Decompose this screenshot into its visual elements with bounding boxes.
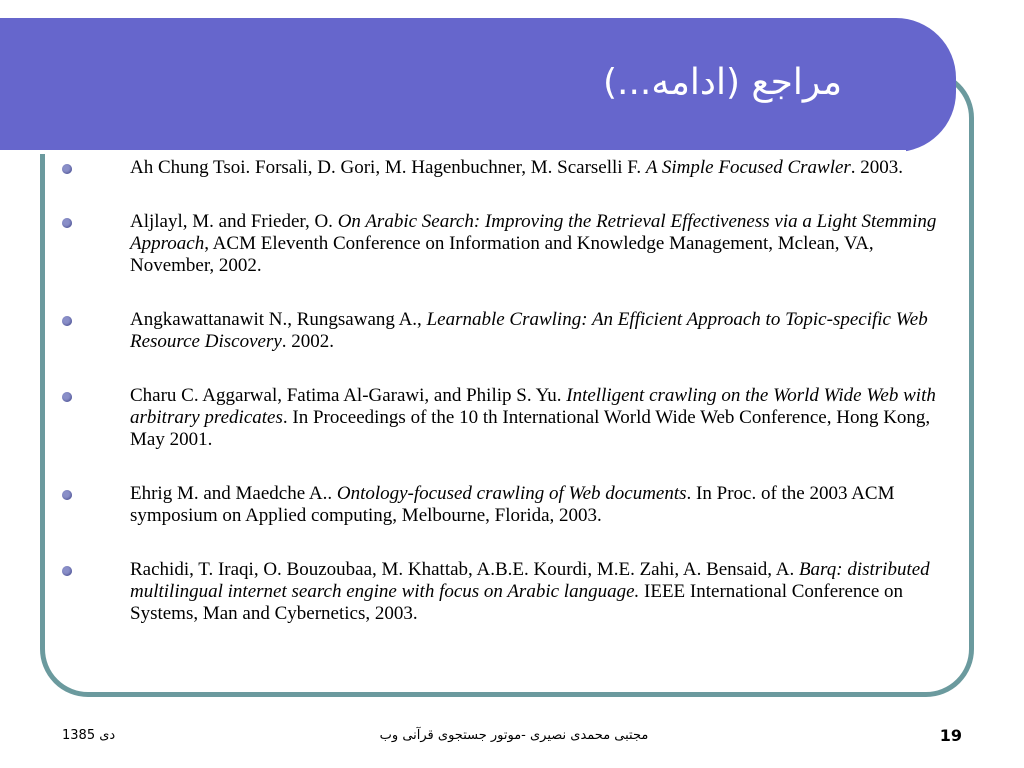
reference-item (62, 211, 962, 277)
page-number: 19 (939, 726, 962, 745)
reference-list (62, 157, 962, 657)
reference-details: . 2002. (281, 331, 335, 352)
round-bullet-icon (62, 164, 72, 174)
round-bullet-icon (62, 566, 72, 576)
reference-item (62, 385, 962, 451)
reference-item (62, 309, 962, 353)
reference-title: Barq: distributed multilingual internet search engine with focus on Arabic language. (130, 559, 930, 602)
reference-authors: Charu C. Aggarwal, Fatima Al-Garawi, and Philip S. Yu. (130, 385, 567, 406)
reference-details: , ACM Eleventh Conference on Information and Knowledge Management, Mclean, VA, November, 2002. (130, 233, 874, 276)
reference-authors: Ah Chung Tsoi. Forsali, D. Gori, M. Hagenbuchner, M. Scarselli F. (130, 157, 646, 178)
reference-authors: Aljlayl, M. and Frieder, O. (130, 211, 338, 232)
reference-item (62, 559, 962, 625)
round-bullet-icon (62, 316, 72, 326)
round-bullet-icon (62, 392, 72, 402)
reference-details: . In Proceedings of the 10 th International World Wide Web Conference, Hong Kong, May 2001. (130, 407, 931, 450)
reference-authors: Ehrig M. and Maedche A.. (130, 483, 337, 504)
reference-details: IEEE International Conference on Systems, Man and Cybernetics, 2003. (130, 581, 904, 624)
reference-authors: Angkawattanawit N., Rungsawang A., (130, 309, 427, 330)
reference-item (62, 483, 962, 527)
reference-title: Intelligent crawling on the World Wide Web with arbitrary predicates (130, 385, 936, 428)
round-bullet-icon (62, 218, 72, 228)
reference-title: On Arabic Search: Improving the Retrieval Effectiveness via a Light Stemming Approach (130, 211, 937, 254)
reference-item (62, 157, 962, 179)
slide-title: مراجع (ادامه...) (602, 62, 842, 103)
reference-details: . In Proc. of the 2003 ACM symposium on Applied computing, Melbourne, Florida, 2003. (130, 483, 895, 526)
reference-authors: Rachidi, T. Iraqi, O. Bouzoubaa, M. Khattab, A.B.E. Kourdi, M.E. Zahi, A. Bensaid, A. (130, 559, 799, 580)
reference-details: . 2003. (850, 157, 904, 178)
reference-title: A Simple Focused Crawler (645, 157, 851, 178)
reference-title: Learnable Crawling: An Efficient Approach to Topic-specific Web Resource Discovery (130, 309, 928, 352)
title-rule (0, 150, 906, 154)
footer-date: دی 1385 (62, 728, 116, 743)
footer-presenter: مجتبی محمدی نصیری -موتور جستجوی قرآنی وب (379, 728, 649, 743)
round-bullet-icon (62, 490, 72, 500)
title-bar (0, 18, 956, 152)
reference-title: Ontology-focused crawling of Web documents (336, 483, 687, 504)
